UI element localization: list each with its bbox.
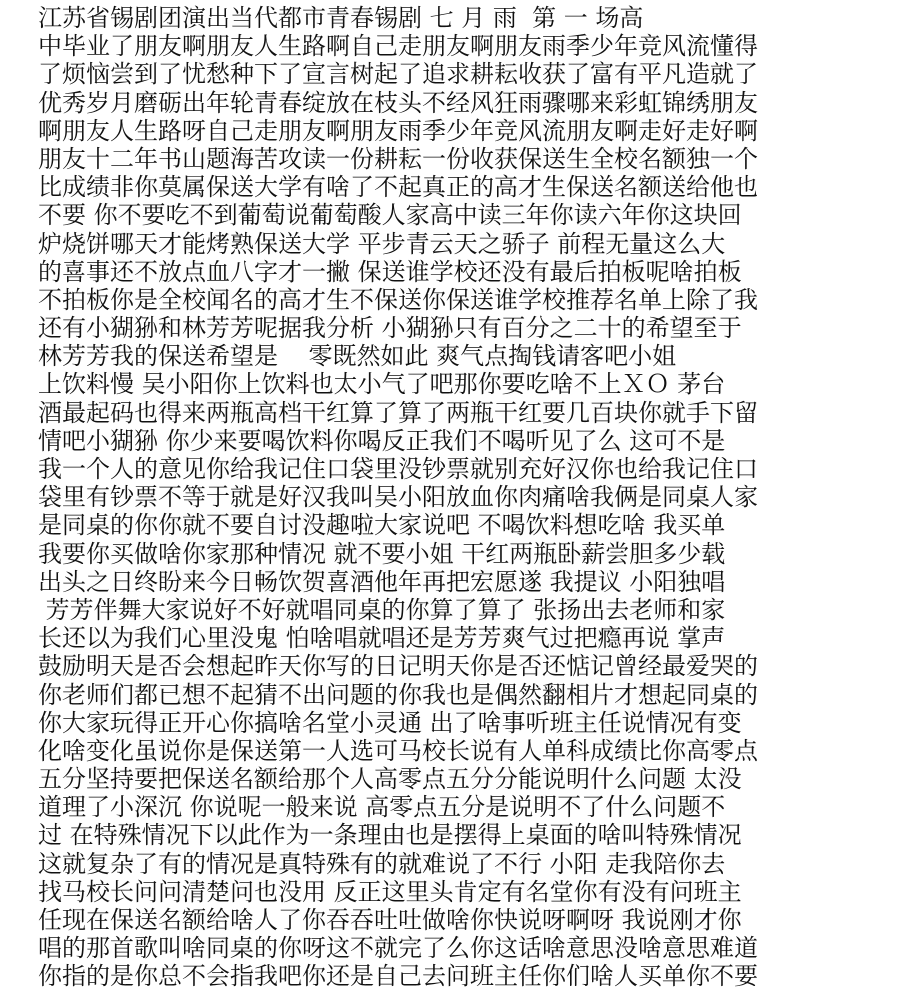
text-line: 啊朋友人生路呀自己走朋友啊朋友雨季少年竞风流朋友啊走好走好啊 <box>38 116 758 145</box>
text-line: 是同桌的你你就不要自讨没趣啦大家说吧 不喝饮料想吃啥 我买单 <box>38 511 726 540</box>
text-line: 袋里有钞票不等于就是好汉我叫吴小阳放血你肉痛啥我俩是同桌人家 <box>38 483 758 512</box>
text-line: 这就复杂了有的情况是真特殊有的就难说了不行 小阳 走我陪你去 <box>38 849 726 878</box>
text-line: 朋友十二年书山题海苦攻读一份耕耘一份收获保送生全校名额独一个 <box>38 144 758 173</box>
text-line: 找马校长问问清楚问也没用 反正这里头肯定有名堂你有没有问班主 <box>38 877 742 906</box>
text-line: 化啥变化虽说你是保送第一人选可马校长说有人单科成绩比你高零点 <box>38 736 758 765</box>
text-line: 酒最起码也得来两瓶高档干红算了算了两瓶干红要几百块你就手下留 <box>38 398 758 427</box>
text-line: 芳芳伴舞大家说好不好就唱同桌的你算了算了 张扬出去老师和家 <box>38 595 726 624</box>
text-line: 鼓励明天是否会想起昨天你写的日记明天你是否还惦记曾经最爱哭的 <box>38 652 758 681</box>
text-line: 我一个人的意见你给我记住口袋里没钞票就别充好汉你也给我记住口 <box>38 455 758 483</box>
text-line: 了烦恼尝到了忧愁种下了宣言树起了追求耕耘收获了富有平凡造就了 <box>38 60 758 89</box>
text-line: 不拍板你是全校闻名的高才生不保送你保送谁学校推荐名单上除了我 <box>38 285 758 314</box>
text-line: 出头之日终盼来今日畅饮贺喜酒他年再把宏愿遂 我提议 小阳独唱 <box>38 567 726 596</box>
text-line: 你指的是你总不会指我吧你还是自己去问班主任你们啥人买单你不要 <box>38 962 758 991</box>
script-text-block <box>38 4 878 991</box>
text-line: 江苏省锡剧团演出当代都市青春锡剧 七 月 雨 第 一 场高 <box>38 4 644 32</box>
text-line: 不要 你不要吃不到葡萄说葡萄酸人家高中读三年你读六年你这块回 <box>38 201 742 230</box>
text-line: 比成绩非你莫属保送大学有啥了不起真正的高才生保送名额送给他也 <box>38 173 758 202</box>
text-line: 还有小猢狲和林芳芳呢据我分析 小猢狲只有百分之二十的希望至于 <box>38 314 742 343</box>
text-line: 优秀岁月磨砺出年轮青春绽放在枝头不经风狂雨骤哪来彩虹锦绣朋友 <box>38 88 758 117</box>
text-line: 情吧小猢狲 你少来要喝饮料你喝反正我们不喝听见了么 这可不是 <box>38 426 726 455</box>
text-line: 长还以为我们心里没鬼 怕啥唱就唱还是芳芳爽气过把瘾再说 掌声 <box>38 624 726 653</box>
text-line: 上饮料慢 吴小阳你上饮料也太小气了吧那你要吃啥不上ＸＯ 茅台 <box>38 370 726 399</box>
text-line: 我要你买做啥你家那种情况 就不要小姐 干红两瓶卧薪尝胆多少载 <box>38 539 726 568</box>
text-line: 的喜事还不放点血八字才一撇 保送谁学校还没有最后拍板呢啥拍板 <box>38 257 742 286</box>
text-line: 道理了小深沉 你说呢一般来说 高零点五分是说明不了什么问题不 <box>38 793 726 822</box>
text-line: 唱的那首歌叫啥同桌的你呀这不就完了么你这话啥意思没啥意思难道 <box>38 934 758 963</box>
text-line: 林芳芳我的保送希望是 零既然如此 爽气点掏钱请客吧小姐 <box>38 342 677 371</box>
text-line: 中毕业了朋友啊朋友人生路啊自己走朋友啊朋友雨季少年竞风流懂得 <box>38 32 758 61</box>
text-line: 你老师们都已想不起猜不出问题的你我也是偶然翻相片才想起同桌的 <box>38 680 758 709</box>
text-line: 炉烧饼哪天才能烤熟保送大学 平步青云天之骄子 前程无量这么大 <box>38 229 726 258</box>
text-line: 你大家玩得正开心你搞啥名堂小灵通 出了啥事听班主任说情况有变 <box>38 708 742 737</box>
text-line: 五分坚持要把保送名额给那个人高零点五分分能说明什么问题 太没 <box>38 765 742 794</box>
text-line: 过 在特殊情况下以此作为一条理由也是摆得上桌面的啥叫特殊情况 <box>38 821 742 850</box>
text-line: 任现在保送名额给啥人了你吞吞吐吐做啥你快说呀啊呀 我说刚才你 <box>38 906 742 934</box>
